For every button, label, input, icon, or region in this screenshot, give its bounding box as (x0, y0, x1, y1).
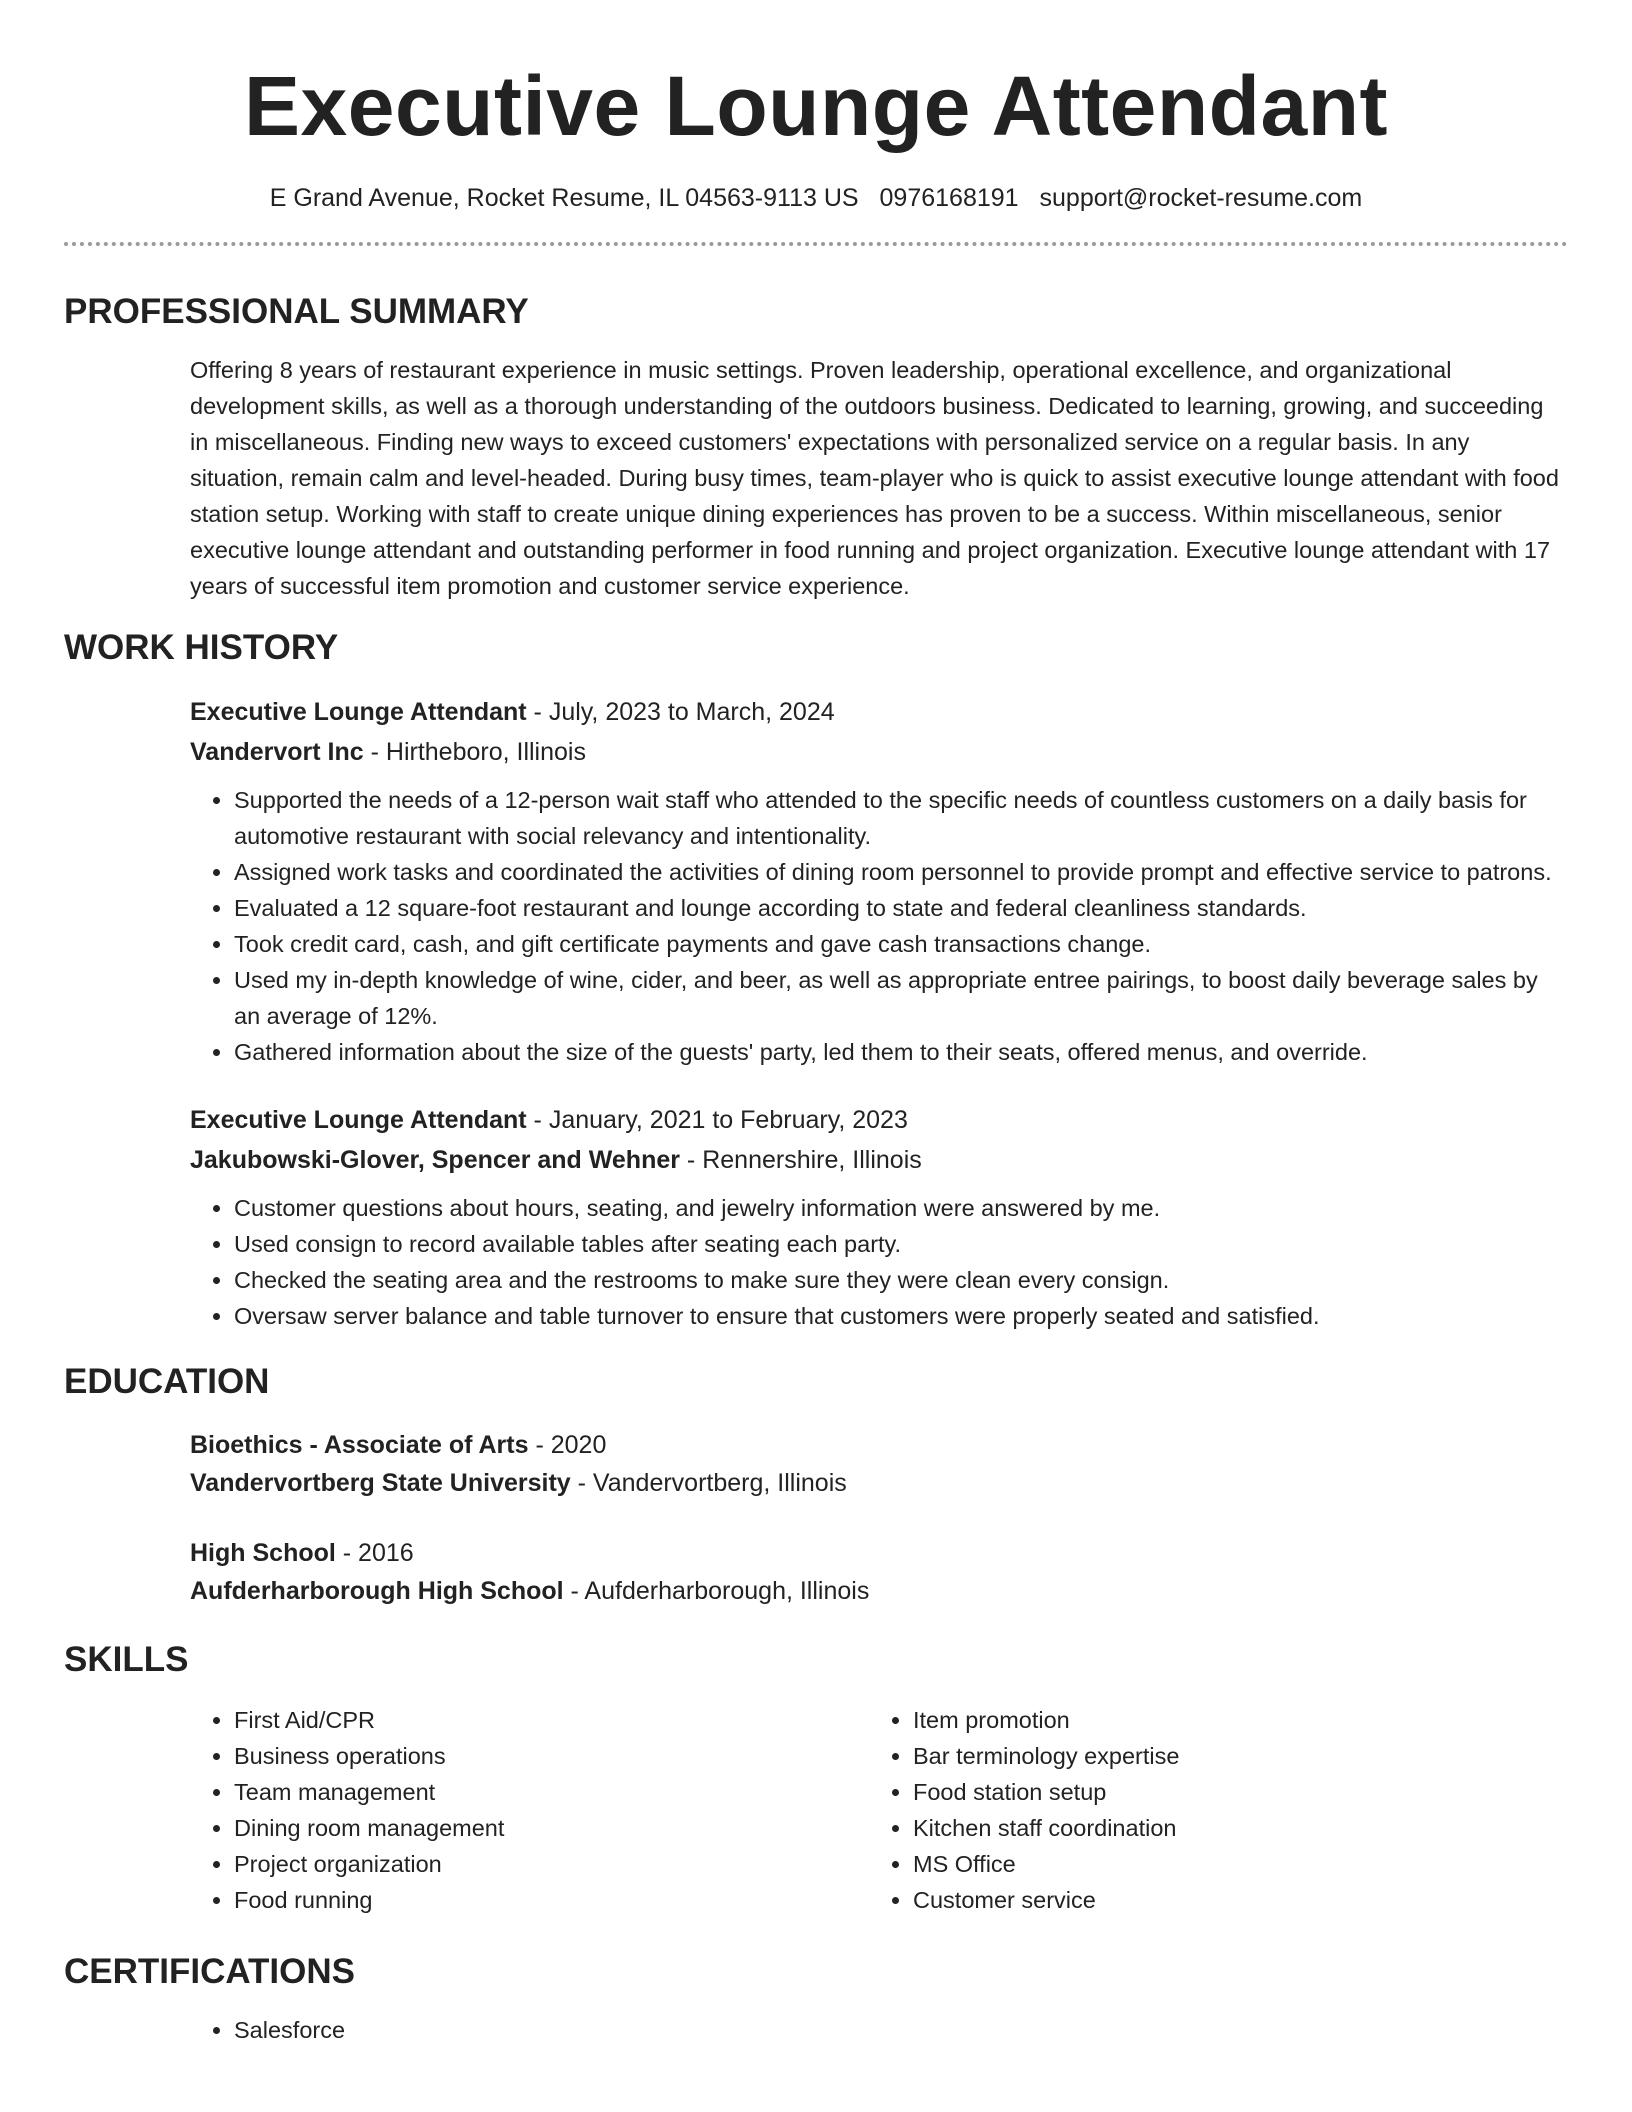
contact-email: support@rocket-resume.com (1039, 184, 1363, 212)
summary-section-title: PROFESSIONAL SUMMARY (64, 292, 529, 331)
education-entry (190, 1534, 1568, 1610)
education-school-line (190, 1464, 1568, 1502)
list-item: • Customer questions about hours, seating, and jewelry information were answered by me. (234, 1190, 1568, 1226)
certifications-list (190, 2012, 1568, 2048)
education-year: - 2016 (335, 1539, 414, 1567)
skills-right-column (869, 1702, 1548, 1918)
header-divider (64, 242, 1568, 246)
list-item: • Used my in-depth knowledge of wine, cider, and beer, as well as appropriate entree pairings, to boost daily beverage sales by an average of 12%. (234, 962, 1568, 1034)
skills-columns (190, 1702, 1568, 1918)
job-company-line (190, 1140, 1568, 1180)
list-item: • Food station setup (913, 1774, 1548, 1810)
job-company-line (190, 732, 1568, 772)
job-role: Executive Lounge Attendant (190, 1106, 527, 1134)
list-item: • Kitchen staff coordination (913, 1810, 1548, 1846)
list-item: • Evaluated a 12 square-foot restaurant and lounge according to state and federal cleanliness standards. (234, 890, 1568, 926)
job-location: - Rennershire, Illinois (679, 1146, 922, 1174)
skills-left-column (190, 1702, 869, 1918)
list-item: • Assigned work tasks and coordinated the activities of dining room personnel to provide prompt and effective service to patrons. (234, 854, 1568, 890)
list-item: • Project organization (234, 1846, 869, 1882)
list-item: • First Aid/CPR (234, 1702, 869, 1738)
education-degree: High School (190, 1539, 336, 1567)
education-degree: Bioethics - Associate of Arts (190, 1431, 529, 1459)
list-item: • Item promotion (913, 1702, 1548, 1738)
education-location: - Aufderharborough, Illinois (563, 1577, 870, 1605)
list-item: • Salesforce (234, 2012, 1568, 2048)
list-item: • Business operations (234, 1738, 869, 1774)
education-school: Aufderharborough High School (190, 1577, 564, 1605)
education-school-line (190, 1572, 1568, 1610)
list-item: • Customer service (913, 1882, 1548, 1918)
job-entry (190, 1100, 1568, 1334)
resume-page (64, 0, 1568, 2048)
contact-line (64, 182, 1568, 214)
education-degree-line (190, 1426, 1568, 1464)
list-item: • Checked the seating area and the restrooms to make sure they were clean every consign. (234, 1262, 1568, 1298)
contact-address: E Grand Avenue, Rocket Resume, IL 04563-9113 US (269, 184, 859, 212)
job-location: - Hirtheboro, Illinois (363, 738, 586, 766)
job-company: Jakubowski-Glover, Spencer and Wehner (190, 1146, 680, 1174)
skills-section-title: SKILLS (64, 1640, 189, 1679)
job-bullets (190, 782, 1568, 1070)
job-title-line (190, 692, 1568, 732)
education-degree-line (190, 1534, 1568, 1572)
list-item: • Took credit card, cash, and gift certificate payments and gave cash transactions change. (234, 926, 1568, 962)
list-item: • Team management (234, 1774, 869, 1810)
job-dates: - July, 2023 to March, 2024 (526, 698, 835, 726)
work-history-section-title: WORK HISTORY (64, 628, 339, 667)
list-item: • Gathered information about the size of the guests' party, led them to their seats, offered menus, and override. (234, 1034, 1568, 1070)
certifications-section-title: CERTIFICATIONS (64, 1952, 356, 1991)
job-entry (190, 692, 1568, 1070)
job-role: Executive Lounge Attendant (190, 698, 527, 726)
list-item: • Bar terminology expertise (913, 1738, 1548, 1774)
resume-name-heading: Executive Lounge Attendant (243, 59, 1388, 153)
education-year: - 2020 (528, 1431, 607, 1459)
job-bullets (190, 1190, 1568, 1334)
education-school: Vandervortberg State University (190, 1469, 571, 1497)
job-title-line (190, 1100, 1568, 1140)
education-entry (190, 1426, 1568, 1502)
job-company: Vandervort Inc (190, 738, 364, 766)
education-section-title: EDUCATION (64, 1362, 270, 1401)
summary-text: Offering 8 years of restaurant experience in music settings. Proven leadership, operational excellence, and organizational development skills, as well as a thorough understanding of the outdoors business. Dedicated to learning, growing, and succeeding in miscellaneous. Finding new ways to exceed customers' expectations with personalized service on a regular basis. In any situation, remain calm and level-headed. During busy times, team-player who is quick to assist executive lounge attendant with food station setup. Working with staff to create unique dining experiences has proven to be a success. Within miscellaneous, senior executive lounge attendant and outstanding performer in food running and project organization. Executive lounge attendant with 17 years of successful item promotion and customer service experience. (190, 357, 1559, 599)
list-item: • Food running (234, 1882, 869, 1918)
list-item: • MS Office (913, 1846, 1548, 1882)
list-item: • Dining room management (234, 1810, 869, 1846)
education-location: - Vandervortberg, Illinois (570, 1469, 847, 1497)
list-item: • Supported the needs of a 12-person wait staff who attended to the specific needs of countless customers on a daily basis for automotive restaurant with social relevancy and intentionality. (234, 782, 1568, 854)
certifications-list-wrap (190, 2012, 1568, 2048)
list-item: • Used consign to record available tables after seating each party. (234, 1226, 1568, 1262)
list-item: • Oversaw server balance and table turnover to ensure that customers were properly seated and satisfied. (234, 1298, 1568, 1334)
job-dates: - January, 2021 to February, 2023 (526, 1106, 908, 1134)
contact-phone: 0976168191 (879, 184, 1019, 212)
